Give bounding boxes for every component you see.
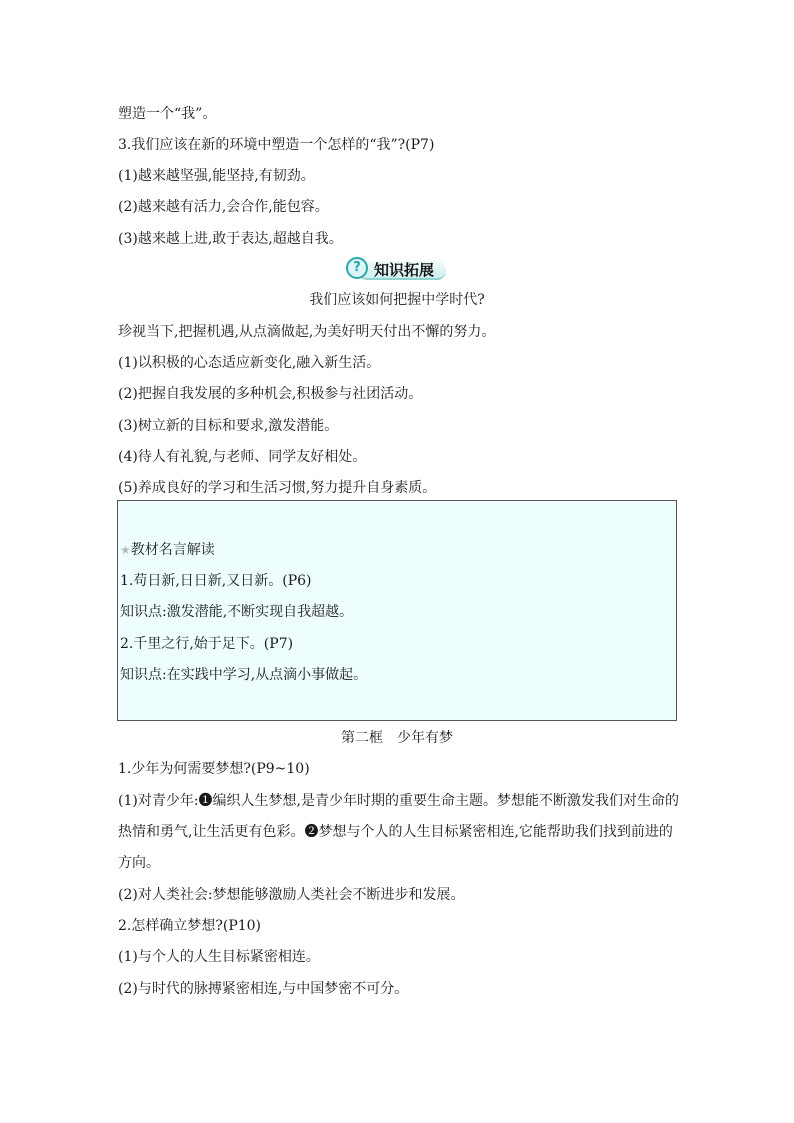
knowledge-extension-badge [346, 257, 448, 281]
answer-text: 方向。 [118, 855, 160, 871]
text-line: 塑造一个“我”。 [118, 106, 217, 122]
question-mark-icon: ? [346, 257, 368, 279]
answer-text: (1)对青少年:❶编织人生梦想,是青少年时期的重要生命主题。梦想能不断激发我们对生命的 [118, 793, 679, 809]
answer-text: (2)对人类社会:梦想能够激励人类社会不断进步和发展。 [118, 887, 465, 903]
question-2: 2.怎样确立梦想?(P10) [118, 918, 262, 934]
question-1: 1.少年为何需要梦想?(P9~10) [118, 761, 310, 777]
extension-point: (1)以积极的心态适应新变化,融入新生活。 [118, 355, 381, 371]
quote-box-title: 教材名言解读 [130, 542, 215, 558]
extension-point: (2)把握自我发展的多种机会,积极参与社团活动。 [118, 386, 423, 402]
quote-box [117, 500, 677, 721]
extension-question: 我们应该如何把握中学时代? [309, 292, 485, 308]
quote-box-title-row [120, 541, 215, 559]
answer-item: (1)越来越坚强,能坚持,有韧劲。 [118, 168, 315, 184]
quote-line: 2.千里之行,始于足下。(P7) [120, 636, 294, 652]
quote-line: 知识点:激发潜能,不断实现自我超越。 [120, 604, 354, 620]
star-icon: ★ [120, 543, 131, 557]
badge-label: 知识拓展 [374, 261, 435, 279]
section-heading: 第二框 少年有梦 [341, 730, 453, 746]
quote-line: 知识点:在实践中学习,从点滴小事做起。 [120, 667, 368, 683]
extension-point: (3)树立新的目标和要求,激发潜能。 [118, 418, 339, 434]
answer-text: 热情和勇气,让生活更有色彩。❷梦想与个人的人生目标紧密相连,它能帮助我们找到前进的 [118, 824, 673, 840]
extension-point: (4)待人有礼貌,与老师、同学友好相处。 [118, 449, 367, 465]
extension-intro: 珍视当下,把握机遇,从点滴做起,为美好明天付出不懈的努力。 [118, 324, 496, 340]
answer-item: (2)越来越有活力,会合作,能包容。 [118, 199, 329, 215]
answer-item: (2)与时代的脉搏紧密相连,与中国梦密不可分。 [118, 981, 409, 997]
answer-item: (3)越来越上进,敢于表达,超越自我。 [118, 231, 343, 247]
answer-item: (1)与个人的人生目标紧密相连。 [118, 949, 320, 965]
question-3: 3.我们应该在新的环境中塑造一个怎样的“我”?(P7) [118, 137, 435, 153]
extension-point: (5)养成良好的学习和生活习惯,努力提升自身素质。 [118, 480, 437, 496]
quote-line: 1.苟日新,日日新,又日新。(P6) [120, 573, 312, 589]
